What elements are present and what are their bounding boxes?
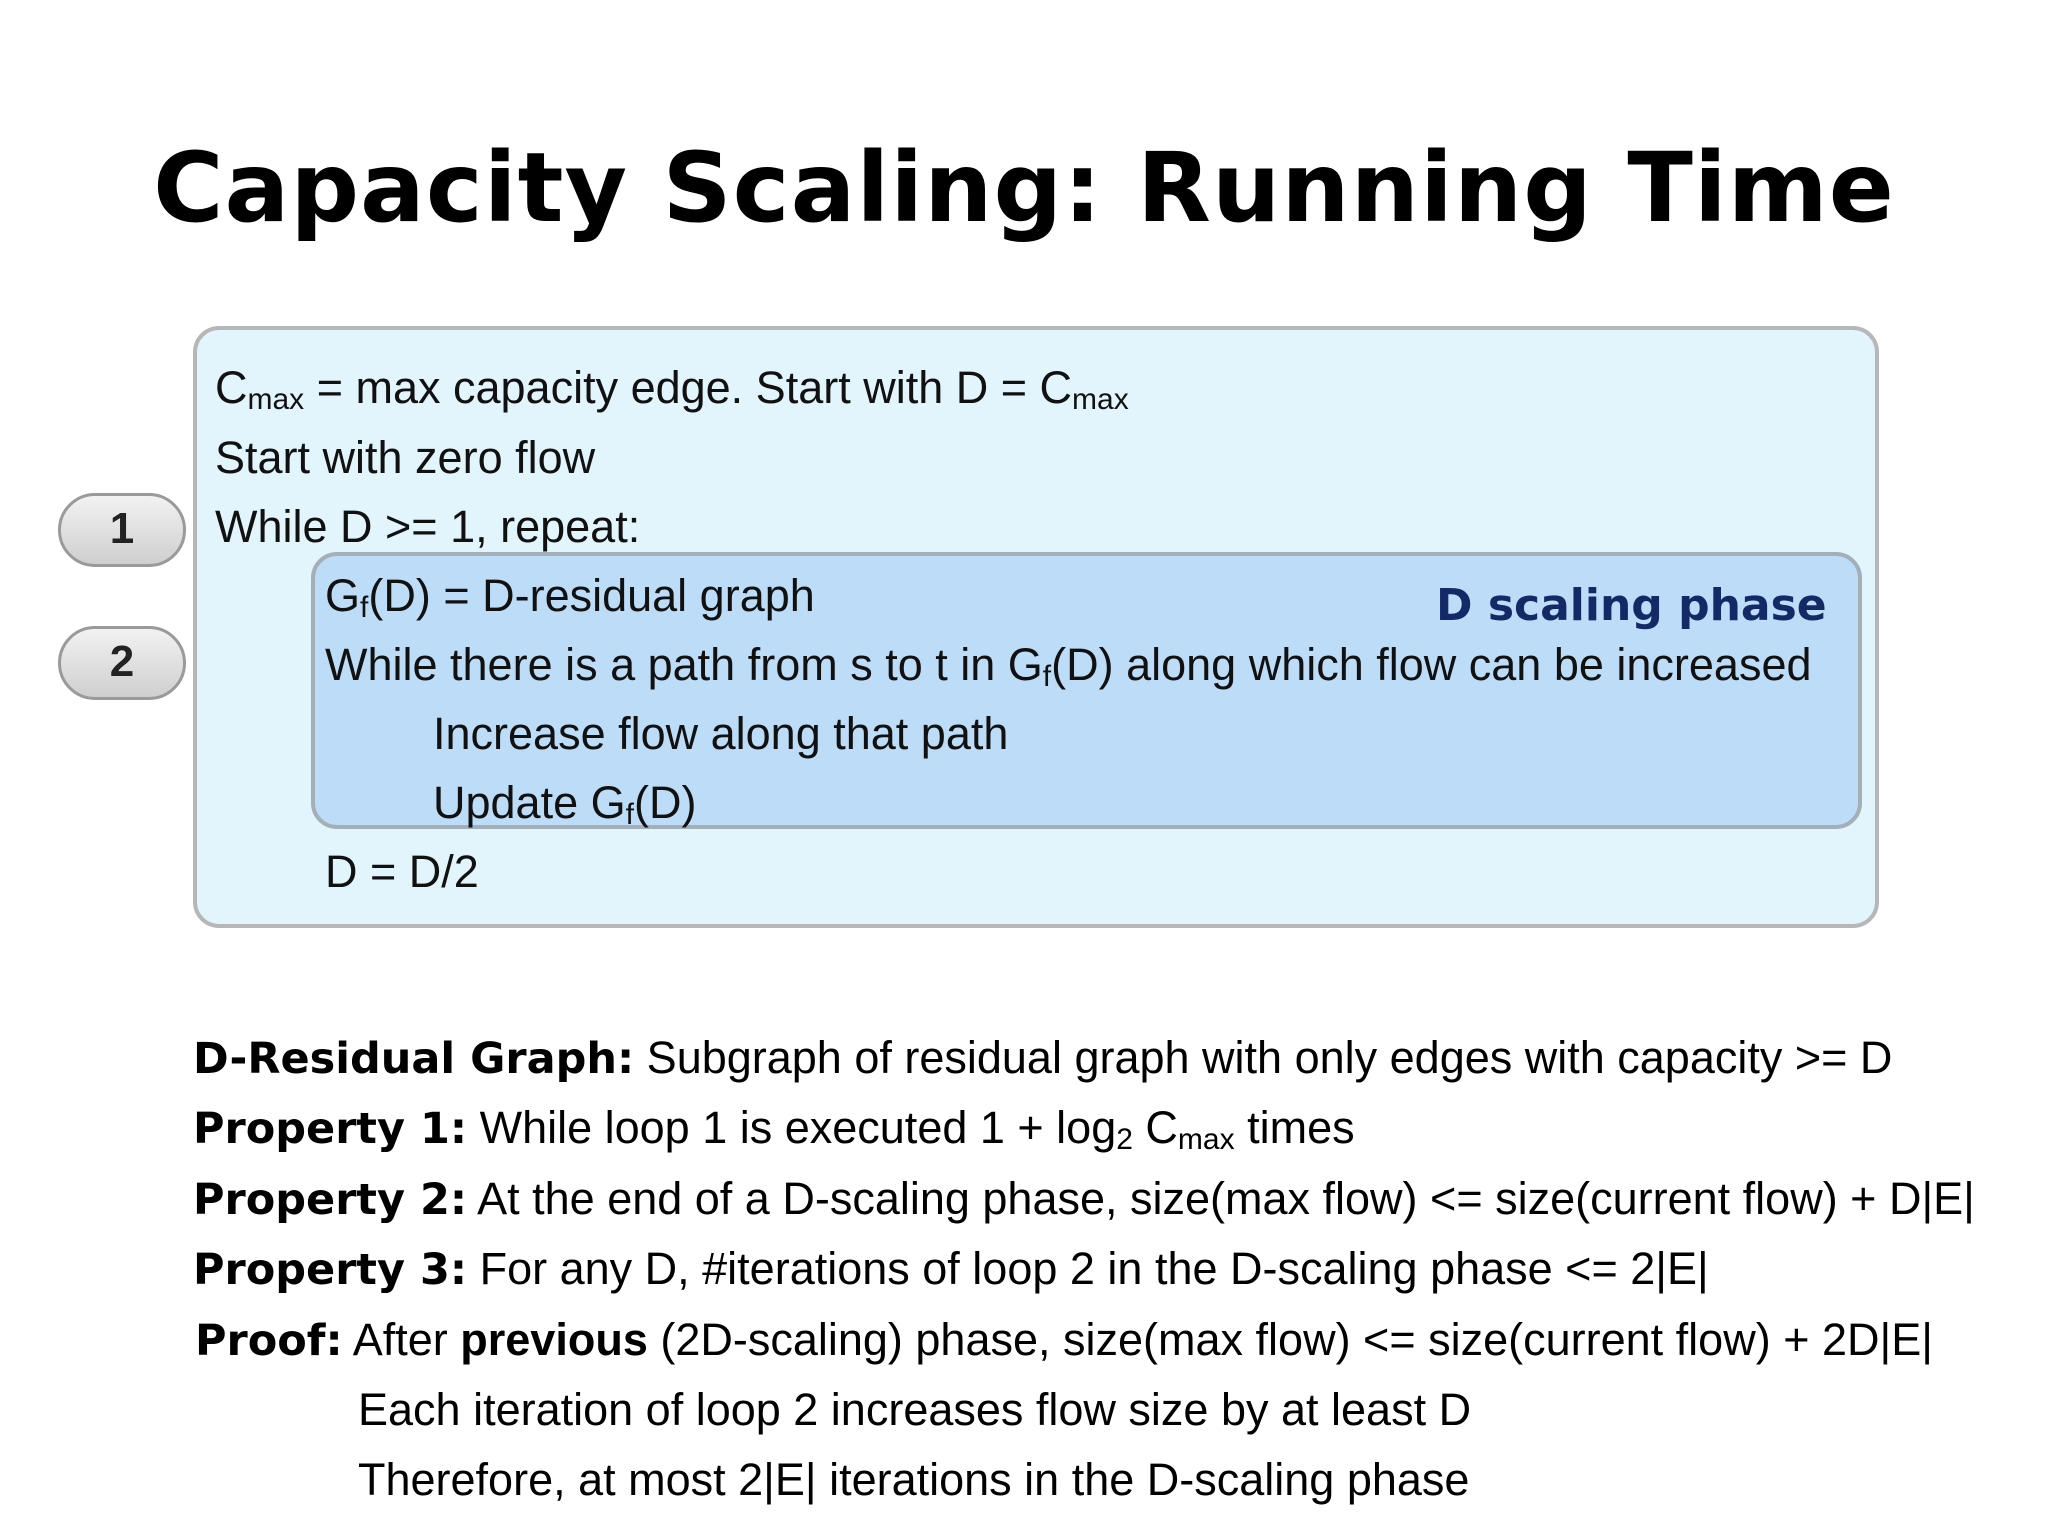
inner-line-residual-graph: $G_f(D)$ = D-residual graph	[325, 570, 815, 624]
loop-marker-1: 1	[58, 493, 186, 567]
fact-residual-graph: D-Residual Graph: Subgraph of residual graph with only edges with capacity >= D	[193, 1032, 1893, 1084]
slide-title: Capacity Scaling: Running Time	[153, 132, 1895, 244]
algo-line-while-d: While D >= 1, repeat:	[215, 501, 641, 552]
fact-property-3: Property 3: For any D, #iterations of loop 2 in the D-scaling phase <= 2|E|	[193, 1243, 1709, 1295]
inner-line-increase-flow: Increase flow along that path	[433, 708, 1009, 759]
inner-line-update-graph: Update $G_f(D)$	[433, 777, 697, 831]
algo-line-halve-d: D = D/2	[325, 846, 479, 897]
inner-line-while-path: While there is a path from s to t in $G_f(D)$ along which flow can be increased	[325, 639, 1812, 693]
scaling-phase-label: D scaling phase	[1436, 580, 1827, 631]
fact-proof-line-3: Therefore, at most 2|E| iterations in the D-scaling phase	[358, 1454, 1470, 1505]
fact-property-2: Property 2: At the end of a D-scaling phase, size(max flow) <= size(current flow) + D|E|	[193, 1173, 1975, 1225]
loop-marker-2: 2	[58, 626, 186, 700]
fact-proof: Proof: After previous (2D-scaling) phase, size(max flow) <= size(current flow) + 2D|E|	[195, 1314, 1933, 1366]
fact-property-1: Property 1: While loop 1 is executed $1 + \log_2 C_{max}$ times	[193, 1102, 1355, 1156]
algo-line-cmax: $C_{max} = \max$ capacity edge. Start with $D = C_{max}$	[215, 362, 1129, 416]
fact-proof-line-2: Each iteration of loop 2 increases flow size by at least D	[358, 1384, 1472, 1435]
algo-line-zero-flow: Start with zero flow	[215, 432, 596, 483]
